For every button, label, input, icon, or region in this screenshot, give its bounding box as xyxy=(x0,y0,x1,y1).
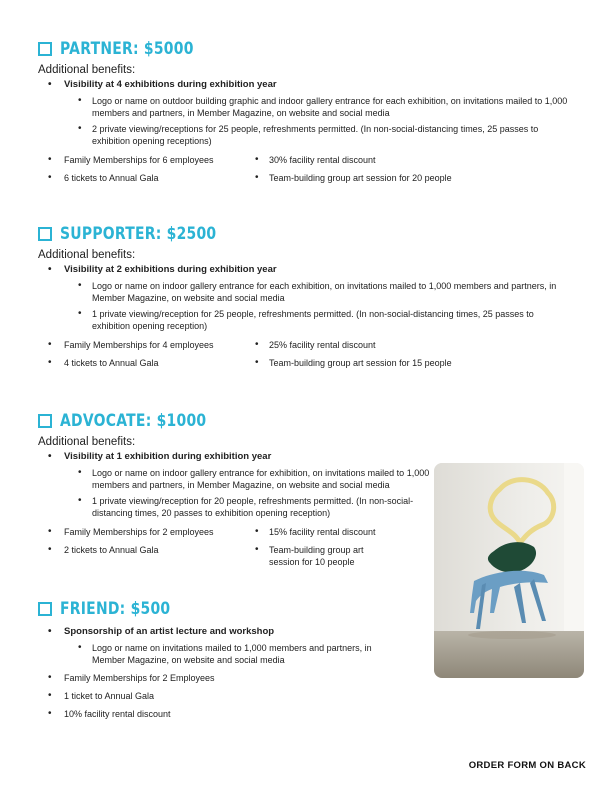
sub-benefit: • Logo or name on outdoor building graphic and indoor gallery entrance for each exhibition, on invitations mailed to 1,000 members and partners, in Member Magazine, on website and social media xyxy=(78,95,572,119)
benefit-item: • 1 ticket to Annual Gala xyxy=(48,690,598,702)
order-form-note: ORDER FORM ON BACK xyxy=(468,760,586,771)
benefit-item: • 25% facility rental discount xyxy=(255,339,515,351)
benefit-item: • Team-building group art session for 20 people xyxy=(255,172,515,184)
tier-header xyxy=(38,410,598,432)
tier-header xyxy=(38,38,598,60)
benefit-item: • 4 tickets to Annual Gala xyxy=(48,357,248,369)
benefit-item: • Family Memberships for 6 employees xyxy=(48,154,248,166)
tier-title: SUPPORTER: $2500 xyxy=(60,224,217,244)
partner-checkbox[interactable] xyxy=(38,42,52,56)
benefit-item: • Family Memberships for 2 Employees xyxy=(48,672,598,684)
sub-benefit: • Logo or name on indoor gallery entrance for each exhibition, on invitations mailed to 1,000 members and partners, in Member Magazine, on website and social media xyxy=(78,280,572,304)
tier-title: ADVOCATE: $1000 xyxy=(60,411,207,431)
sculpture-illustration xyxy=(434,463,584,678)
visibility-item: • Visibility at 1 exhibition during exhibition year xyxy=(48,451,598,463)
sub-benefit: • 1 private viewing/reception for 25 people, refreshments permitted. (In non-social-distancing times, 25 passes to exhibition opening reception) xyxy=(78,308,572,332)
benefit-item: • 10% facility rental discount xyxy=(48,708,598,720)
visibility-item: • Visibility at 4 exhibitions during exhibition year xyxy=(48,79,598,91)
sponsorship-item: • Sponsorship of an artist lecture and workshop xyxy=(48,626,598,638)
benefit-item: • Team-building group art session for 15 people xyxy=(255,357,515,369)
benefit-item: • 2 tickets to Annual Gala xyxy=(48,544,248,556)
sub-benefit: • Logo or name on indoor gallery entrance for exhibition, on invitations mailed to 1,000 members and partners, in Member Magazine, on website and social media xyxy=(78,467,442,491)
tier-title: FRIEND: $500 xyxy=(60,599,171,619)
tier-supporter xyxy=(38,223,598,375)
benefit-item: • Family Memberships for 2 employees xyxy=(48,526,248,538)
benefit-item: • 15% facility rental discount xyxy=(255,526,395,538)
advocate-checkbox[interactable] xyxy=(38,414,52,428)
benefit-item: • 6 tickets to Annual Gala xyxy=(48,172,248,184)
tier-title: PARTNER: $5000 xyxy=(60,39,194,59)
benefit-item: • 30% facility rental discount xyxy=(255,154,515,166)
tier-header xyxy=(38,223,598,245)
benefit-item: • Team-building group art session for 10 people xyxy=(255,544,395,568)
additional-benefits-label: Additional benefits: xyxy=(38,249,136,261)
friend-checkbox[interactable] xyxy=(38,602,52,616)
sub-benefit: • 2 private viewing/receptions for 25 people, refreshments permitted. (In non-social-distancing times, 25 passes to exhibition opening receptions) xyxy=(78,123,572,147)
additional-benefits-label: Additional benefits: xyxy=(38,64,136,76)
benefit-item: • Family Memberships for 4 employees xyxy=(48,339,248,351)
visibility-item: • Visibility at 2 exhibitions during exhibition year xyxy=(48,264,598,276)
sub-benefit: • 1 private viewing/reception for 20 people, refreshments permitted. (In non-social-distancing times, 20 passes to exhibition opening reception) xyxy=(78,495,442,519)
tier-partner xyxy=(38,38,598,190)
sub-benefit: • Logo or name on invitations mailed to 1,000 members and partners, in Member Magazine, on website and social media xyxy=(78,642,382,666)
additional-benefits-label: Additional benefits: xyxy=(38,436,136,448)
sculpture-photo xyxy=(434,463,584,678)
supporter-checkbox[interactable] xyxy=(38,227,52,241)
